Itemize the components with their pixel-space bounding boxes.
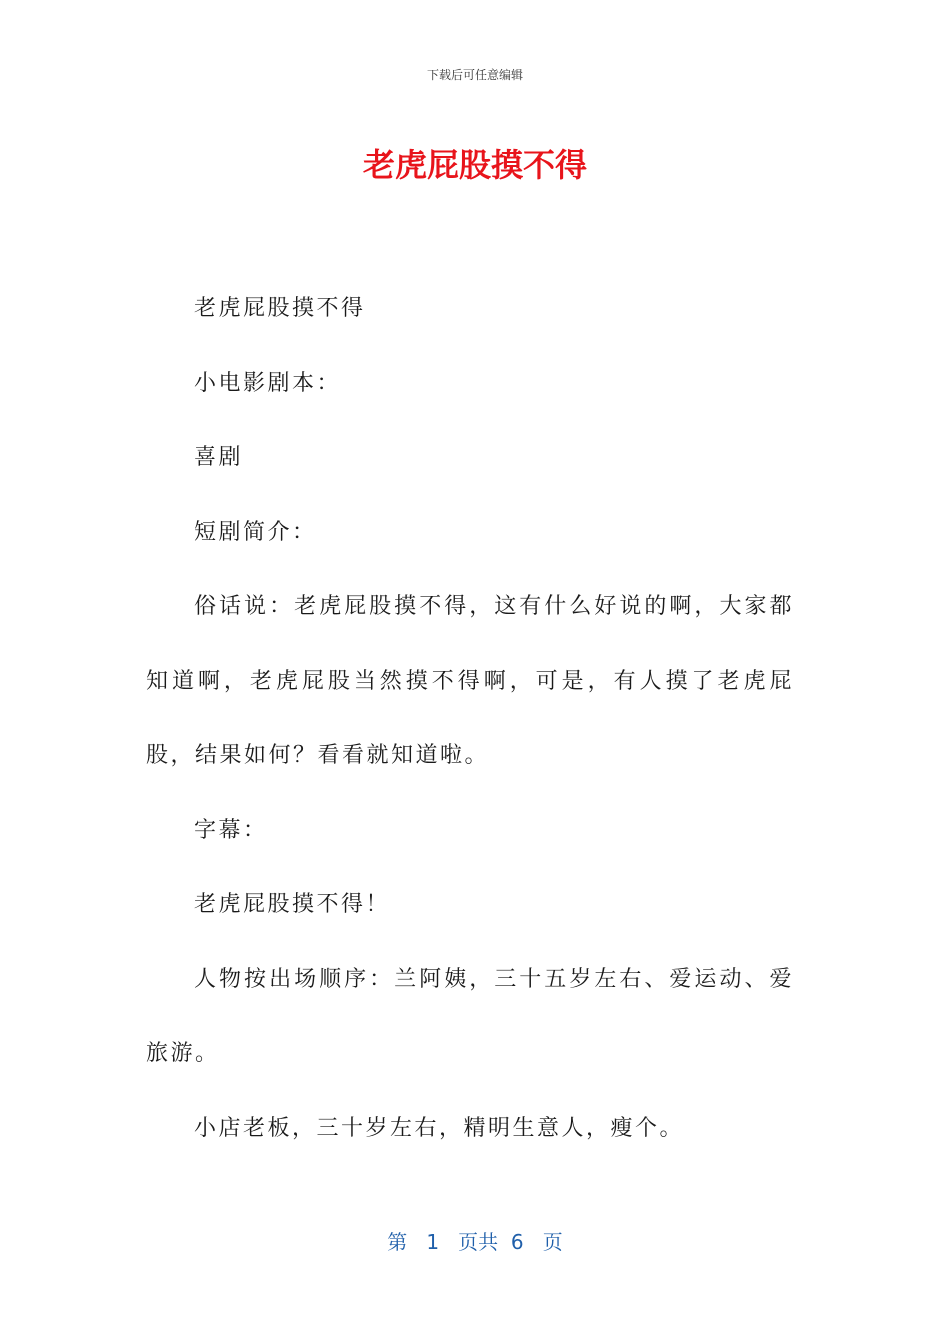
paragraph: 俗话说：老虎屁股摸不得，这有什么好说的啊，大家都知道啊，老虎屁股当然摸不得啊，可是，有人摸了老虎屁股，结果如何？看看就知道啦。	[146, 594, 794, 768]
paragraph: 喜剧	[194, 445, 244, 470]
paragraph: 小店老板，三十岁左右，精明生意人，瘦个。	[194, 1115, 685, 1141]
paragraph: 字幕：	[194, 817, 268, 843]
paragraph: 短剧简介：	[194, 519, 317, 545]
paragraph: 老虎屁股摸不得	[194, 296, 366, 321]
page-total: 6	[510, 1230, 524, 1254]
page-prefix: 第	[387, 1230, 408, 1254]
paragraph: 人物按出场顺序：兰阿姨，三十五岁左右、爱运动、爱旅游。	[146, 966, 794, 1066]
document-body	[146, 272, 794, 1166]
header-note: 下载后可任意编辑	[426, 68, 523, 82]
page-suffix: 页	[542, 1230, 563, 1254]
paragraph: 小电影剧本：	[194, 370, 342, 396]
page-middle: 页共	[458, 1230, 499, 1254]
document-title: 老虎屁股摸不得	[362, 146, 587, 184]
page-current: 1	[426, 1230, 440, 1254]
page-number-footer	[0, 1226, 950, 1255]
paragraph: 老虎屁股摸不得！	[194, 892, 391, 917]
